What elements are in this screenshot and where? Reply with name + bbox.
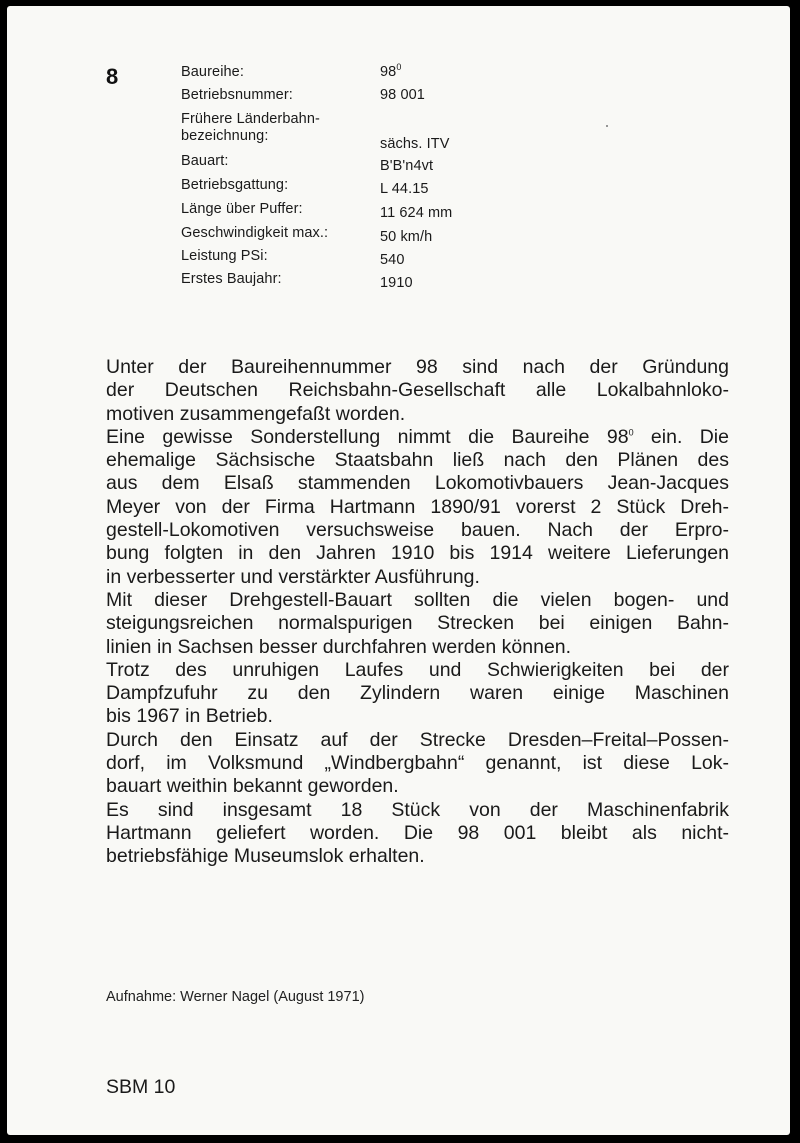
spec-value-text: 98 <box>380 64 397 80</box>
spec-label: Frühere Länderbahn- bezeichnung: <box>181 111 320 144</box>
body-line-text: bauart weithin bekannt geworden. <box>106 775 399 798</box>
body-line-text: aus dem Elsaß stammenden Lokomotivbauers Jean-Jacques <box>106 472 729 495</box>
body-line-text: motiven zusammengefaßt worden. <box>106 402 406 425</box>
body-line <box>106 705 729 728</box>
spec-label: Länge über Puffer: <box>181 201 303 217</box>
spec-value <box>380 64 401 81</box>
body-line-text: bung folgten in den Jahren 1910 bis 1914 weitere Lieferungen <box>106 542 729 565</box>
description-text <box>106 356 729 869</box>
body-line <box>106 752 729 775</box>
spec-value <box>380 136 450 153</box>
body-line-text: Hartmann geliefert worden. Die 98 001 bleibt als nicht- <box>106 821 729 844</box>
postcard-back <box>7 6 790 1135</box>
body-line <box>106 636 729 659</box>
body-line <box>106 426 729 449</box>
body-line-text: steigungsreichen normalspurigen Strecken bei einigen Bahn- <box>106 612 729 635</box>
body-line <box>106 356 729 379</box>
body-line <box>106 775 729 798</box>
print-speck <box>606 125 608 127</box>
body-line-text: Eine gewisse Sonderstellung nimmt die Baureihe 98 <box>106 425 629 448</box>
body-line-text: Mit dieser Drehgestell-Bauart sollten die vielen bogen- und <box>106 588 729 611</box>
body-line-text: in verbesserter und verstärkter Ausführung. <box>106 565 480 588</box>
body-line-text: ehemalige Sächsische Staatsbahn ließ nach den Plänen des <box>106 449 729 472</box>
spec-label: Erstes Baujahr: <box>181 271 282 287</box>
body-line-text: Dampfzufuhr zu den Zylindern waren einige Maschinen <box>106 682 729 705</box>
body-line <box>106 566 729 589</box>
body-line <box>106 799 729 822</box>
spec-value <box>380 87 425 104</box>
spec-value-text: B'B'n4vt <box>380 158 434 174</box>
body-line-text: bis 1967 in Betrieb. <box>106 705 273 728</box>
body-line-text-after: ein. Die <box>633 425 729 448</box>
spec-value-text: 11 624 mm <box>380 205 453 221</box>
body-line <box>106 845 729 868</box>
body-line <box>106 682 729 705</box>
body-line-text: dorf, im Volksmund „Windbergbahn“ genannt, ist diese Lok- <box>106 752 729 775</box>
body-line <box>106 496 729 519</box>
body-line <box>106 379 729 402</box>
body-line <box>106 403 729 426</box>
body-line <box>106 542 729 565</box>
spec-value-text: 98 001 <box>380 87 425 103</box>
body-line-text: linien in Sachsen besser durchfahren werden können. <box>106 635 572 658</box>
spec-label: Betriebsgattung: <box>181 177 289 193</box>
body-line <box>106 472 729 495</box>
spec-value-text: 540 <box>380 252 405 268</box>
spec-label: Geschwindigkeit max.: <box>181 225 329 241</box>
spec-value <box>380 275 413 292</box>
body-line <box>106 519 729 542</box>
body-line-text: Unter der Baureihennummer 98 sind nach der Gründung <box>106 356 729 378</box>
spec-value <box>380 181 429 198</box>
series-code: SBM 10 <box>106 1076 176 1098</box>
body-line-text: Meyer von der Firma Hartmann 1890/91 vorerst 2 Stück Dreh- <box>106 495 729 518</box>
photo-credit: Aufnahme: Werner Nagel (August 1971) <box>106 989 365 1005</box>
spec-value <box>380 229 432 246</box>
spec-value-text: 1910 <box>380 275 413 291</box>
body-line <box>106 822 729 845</box>
body-line-text: Es sind insgesamt 18 Stück von der Maschinenfabrik <box>106 798 729 821</box>
spec-value <box>380 205 452 222</box>
spec-value-superscript: 0 <box>396 62 402 73</box>
spec-value-text: sächs. ITV <box>380 136 450 152</box>
body-line <box>106 589 729 612</box>
spec-value-text: L 44.15 <box>380 181 429 197</box>
body-line <box>106 449 729 472</box>
body-line-text: gestell-Lokomotiven versuchsweise bauen. Nach der Erpro- <box>106 519 729 542</box>
body-line <box>106 659 729 682</box>
body-line <box>106 612 729 635</box>
body-line-text: Durch den Einsatz auf der Strecke Dresden–Freital–Possen- <box>106 728 729 751</box>
spec-value <box>380 158 433 175</box>
spec-label: Leistung PSi: <box>181 248 268 264</box>
spec-value <box>380 252 405 269</box>
body-line-text: betriebsfähige Museumslok erhalten. <box>106 845 425 868</box>
body-superscript: 0 <box>628 427 634 438</box>
spec-value-text: 50 km/h <box>380 229 433 245</box>
spec-label: Baureihe: <box>181 64 244 80</box>
body-line-text: der Deutschen Reichsbahn-Gesellschaft alle Lokalbahnloko- <box>106 379 729 402</box>
card-number: 8 <box>106 64 119 89</box>
body-line <box>106 729 729 752</box>
spec-label: Bauart: <box>181 153 229 169</box>
body-line-text: Trotz des unruhigen Laufes und Schwierigkeiten bei der <box>106 658 729 681</box>
spec-label: Betriebsnummer: <box>181 87 293 103</box>
